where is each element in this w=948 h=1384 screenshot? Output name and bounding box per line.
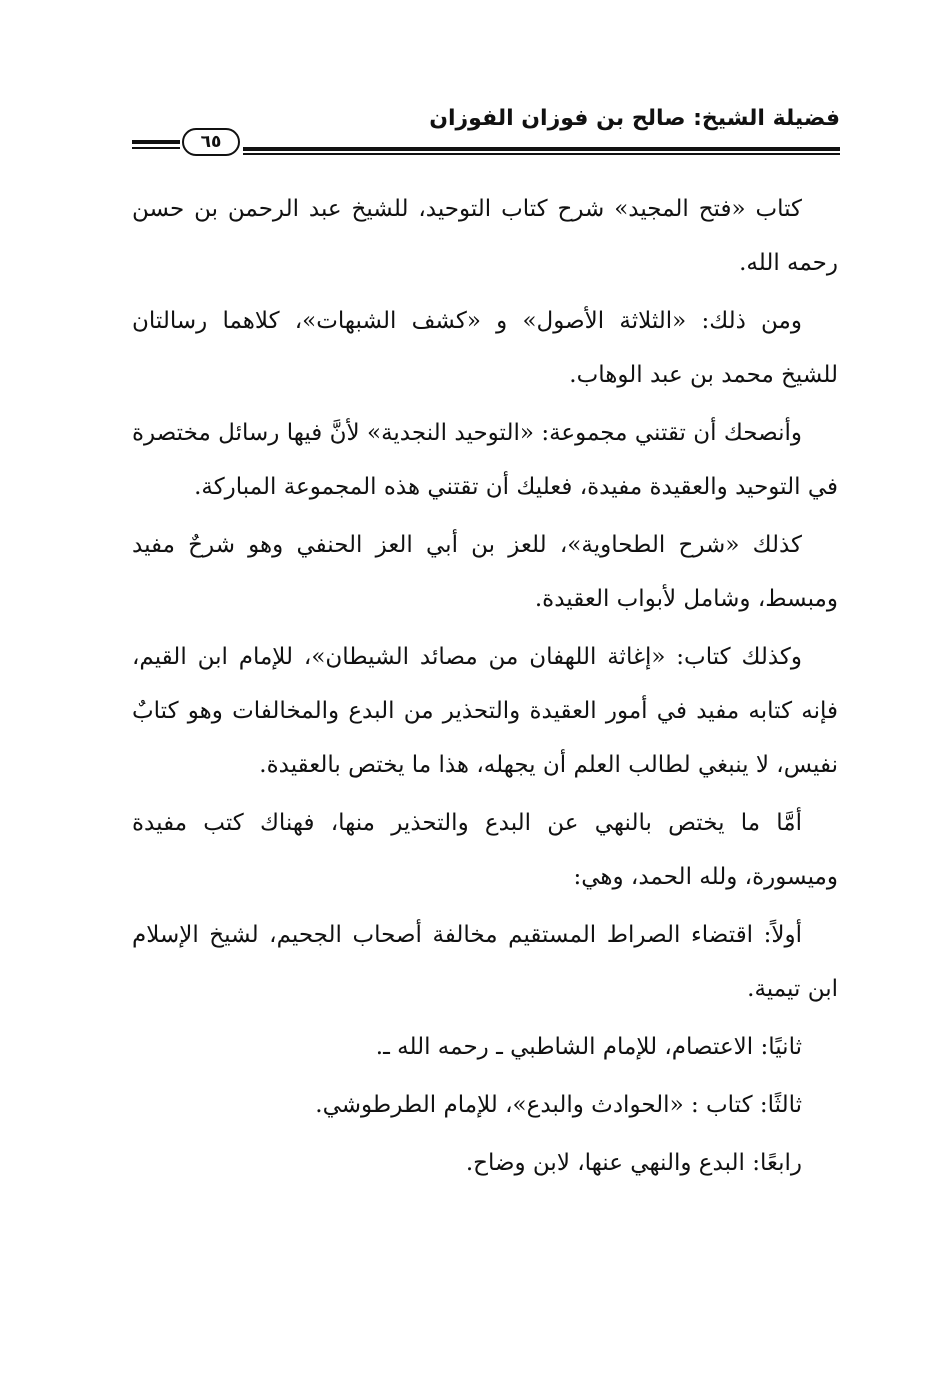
body-text [132,182,838,1194]
header-rule-left-thin [132,147,180,149]
paragraph-sharh-tahawiya: كذلك «شرح الطحاوية»، للعز بن أبي العز الحنفي وهو شرحٌ مفيد ومبسط، وشامل لأبواب العقيدة. [132,532,838,612]
list-item-third: ثالثًا: كتاب : «الحوادث والبدع»، للإمام الطرطوشي. [315,1092,802,1118]
list-item-first: أولاً: اقتضاء الصراط المستقيم مخالفة أصحاب الجحيم، لشيخ الإسلام ابن تيمية. [132,922,838,1002]
list-item-second: ثانيًا: الاعتصام، للإمام الشاطبي ـ رحمه الله ـ. [375,1034,802,1060]
paragraph-fath-al-majid: كتاب «فتح المجيد» شرح كتاب التوحيد، للشيخ عبد الرحمن بن حسن رحمه الله. [132,196,838,276]
list-item-fourth: رابعًا: البدع والنهي عنها، لابن وضاح. [465,1150,802,1176]
page-number: ٦٥ [182,128,240,156]
header-rule-left-thick [132,140,180,144]
paragraph-thalatha-usul: ومن ذلك: «الثلاثة الأصول» و «كشف الشبهات»، كلاهما رسالتان للشيخ محمد بن عبد الوهاب. [132,308,838,388]
running-header-title: فضيلة الشيخ: صالح بن فوزان الفوزان [429,106,840,131]
paragraph-bida-intro: أمَّا ما يختص بالنهي عن البدع والتحذير منها، فهناك كتب مفيدة وميسورة، ولله الحمد، وهي: [132,810,838,890]
header-rule-thick [243,147,840,151]
paragraph-ighathat-al-lahfan: وكذلك كتاب: «إغاثة اللهفان من مصائد الشيطان»، للإمام ابن القيم، فإنه كتابه مفيد في أمور العقيدة والتحذير من البدع والمخالفات وهو كتابٌ نفيس، لا ينبغي لطالب العلم أن يجهله، هذا ما يختص بالعقيدة. [132,644,838,778]
paragraph-tawhid-najdiya: وأنصحك أن تقتني مجموعة: «التوحيد النجدية» لأنَّ فيها رسائل مختصرة في التوحيد والعقيدة مفيدة، فعليك أن تقتني هذه المجموعة المباركة. [132,420,838,500]
header-rule-thin [243,153,840,155]
